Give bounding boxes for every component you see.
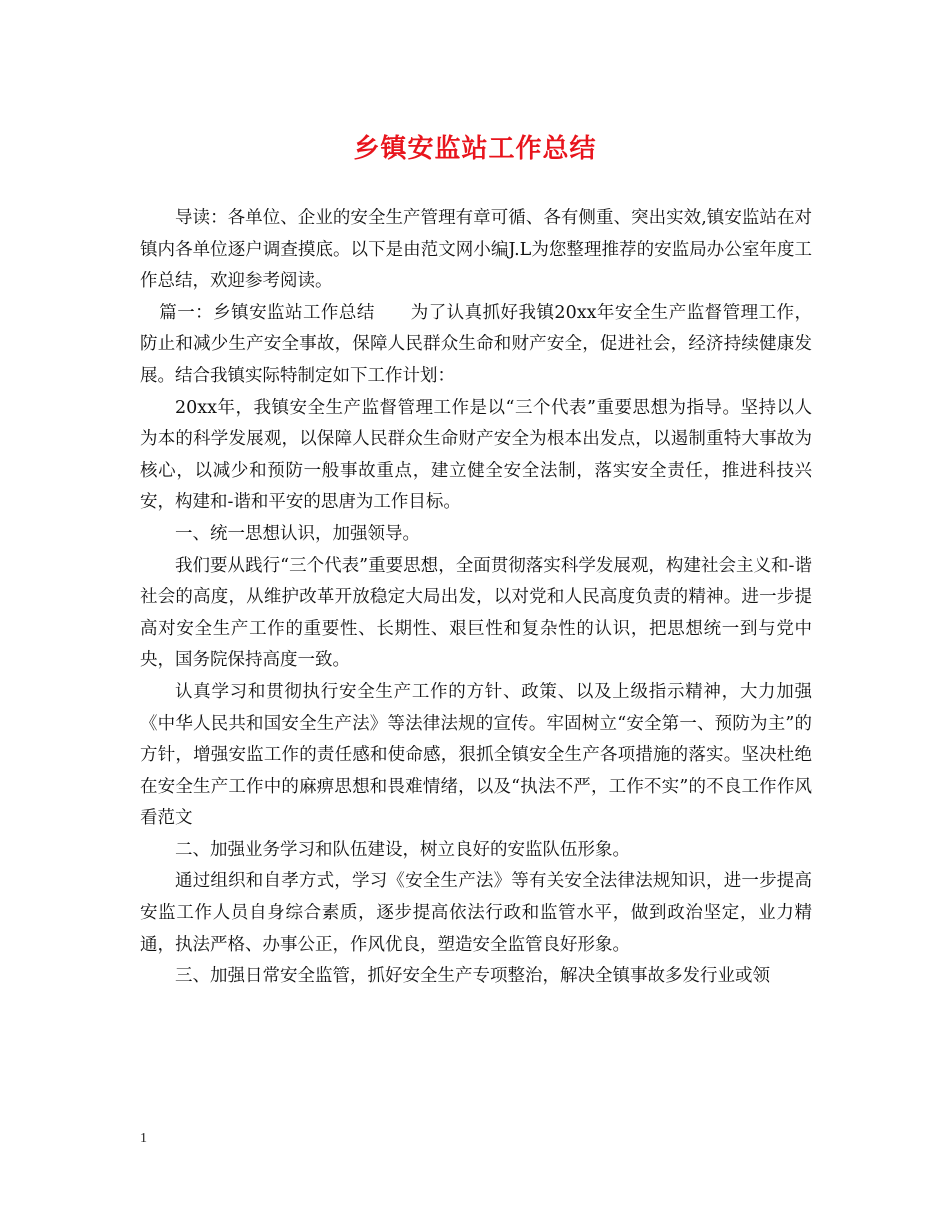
section-heading-3: 三、加强日常安全监管，抓好安全生产专项整治，解决全镇事故多发行业或领: [175, 966, 770, 987]
section-heading-2: 二、加强业务学习和队伍建设，树立良好的安监队伍形象。: [175, 839, 630, 860]
paragraph-section-1-a: 我们要从践行“三个代表”重要思想，全面贯彻落实科学发展观，构建社会主义和-谐社会的高度，从维护改革开放稳定大局出发，以对党和人民高度负责的精神。进一步提高对安全生产工作的重要性、长期性、艰巨性和复杂性的认识，把思想统一到与党中央，国务院保持高度一致。: [140, 555, 812, 671]
paragraph-section-1-b: 认真学习和贯彻执行安全生产工作的方针、政策、以及上级指示精神，大力加强《中华人民共和国安全生产法》等法律法规的宣传。牢固树立“安全第一、预防为主”的方针，增强安监工作的责任感和使命感，狠抓全镇安全生产各项措施的落实。坚决杜绝在安全生产工作中的麻痹思想和畏难情绪，以及“执法不严，工作不实”的不良工作作风看范文: [140, 681, 812, 829]
page-number: 1: [140, 1131, 147, 1146]
paragraph-section-2: 通过组织和自孝方式，学习《安全生产法》等有关安全法律法规知识，进一步提高安监工作人员自身综合素质，逐步提高依法行政和监管水平，做到政治坚定，业力精通，执法严格、办事公正，作风优良，塑造安全监管良好形象。: [140, 871, 812, 955]
paragraph-guiding-idea: 20xx年，我镇安全生产监督管理工作是以“三个代表”重要思想为指导。坚持以人为本的科学发展观，以保障人民群众生命财产安全为根本出发点，以遏制重特大事故为核心，以减少和预防一般事故重点，建立健全安全法制，落实安全责任，推进科技兴安，构建和-谐和平安的思唐为工作目标。: [140, 397, 812, 513]
paragraph-intro: 导读：各单位、企业的安全生产管理有章可循、各有侧重、突出实效,镇安监站在对镇内各单位逐户调查摸底。以下是由范文网小编J.L为您整理推荐的安监局办公室年度工作总结，欢迎参考阅读。: [140, 208, 812, 292]
document-body: [140, 203, 812, 993]
section-heading-1: 一、统一思想认识，加强领导。: [175, 523, 420, 544]
document-title: 乡镇安监站工作总结: [353, 134, 597, 164]
paragraph-part-one: 篇一：乡镇安监站工作总结 为了认真抓好我镇20xx年安全生产监督管理工作，防止和减少生产安全事故，保障人民群众生命和财产安全，促进社会，经济持续健康发展。结合我镇实际特制定如下工作计划：: [140, 302, 812, 386]
